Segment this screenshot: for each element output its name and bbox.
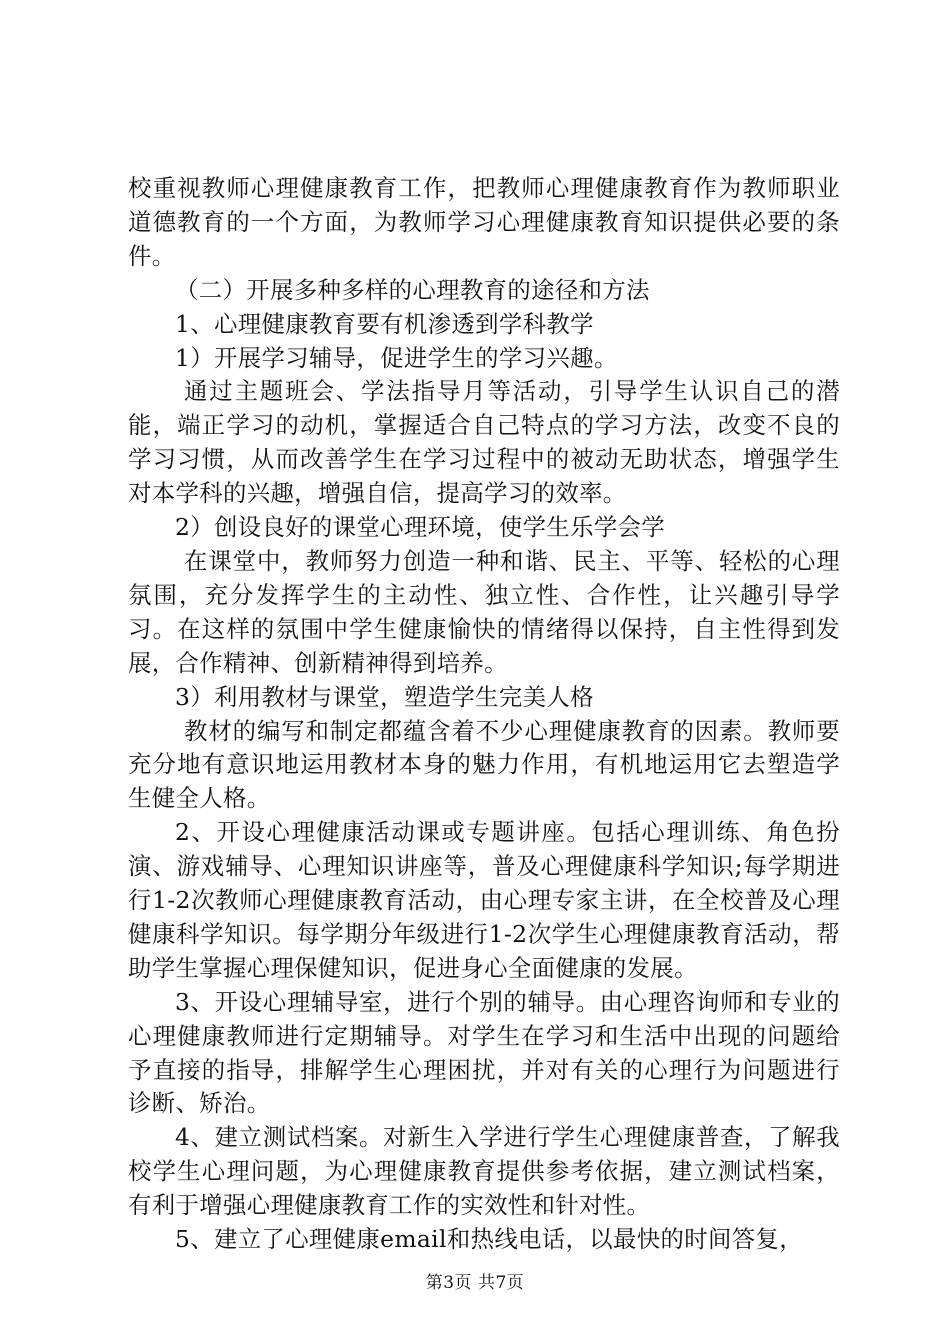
paragraph-counseling-room: 3、开设心理辅导室，进行个别的辅导。由心理咨询师和专业的心理健康教师进行定期辅导。对学生在学习和生活中出现的问题给予直接的指导，排解学生心理困扰，并对有关的心理行为问题进行诊断、矫治。: [128, 987, 840, 1118]
paragraph-continuation: 校重视教师心理健康教育工作，把教师心理健康教育作为教师职业道德教育的一个方面，为教师学习心理健康教育知识提供必要的条件。: [128, 174, 840, 270]
subheading-1-3: 3）利用教材与课堂，塑造学生完美人格: [175, 682, 594, 711]
paragraph-test-archive: 4、建立测试档案。对新生入学进行学生心理健康普查，了解我校学生心理问题，为心理健康教育提供参考依据，建立测试档案，有利于增强心理健康教育工作的实效性和针对性。: [128, 1123, 840, 1220]
section-heading-2: （二）开展多种多样的心理教育的途径和方法: [175, 275, 650, 304]
subheading-1-1: 1）开展学习辅导，促进学生的学习兴趣。: [175, 343, 618, 372]
paragraph-email-hotline: 5、建立了心理健康email和热线电话，以最快的时间答复，: [175, 1225, 803, 1254]
paragraph-classroom-environment: 在课堂中，教师努力创造一种和谐、民主、平等、轻松的心理氛围，充分发挥学生的主动性、独立性、合作性，让兴趣引导学习。在这样的氛围中学生健康愉快的情绪得以保持，自主性得到发展，合作精神、创新精神得到培养。: [128, 546, 840, 677]
page-footer: 第3页 共7页: [425, 1273, 525, 1293]
paragraph-activity-courses: 2、开设心理健康活动课或专题讲座。包括心理训练、角色扮演、游戏辅导、心理知识讲座等，普及心理健康科学知识;每学期进行1-2次教师心理健康教育活动，由心理专家主讲，在全校普及心理健康科学知识。每学期分年级进行1-2次学生心理健康教育活动，帮助学生掌握心理保健知识，促进身心全面健康的发展。: [128, 818, 840, 982]
subheading-1-2: 2）创设良好的课堂心理环境，使学生乐学会学: [175, 513, 666, 542]
document-body: [128, 172, 840, 1257]
paragraph-textbook-personality: 教材的编写和制定都蕴含着不少心理健康教育的因素。教师要充分地有意识地运用教材本身的魅力作用，有机地运用它去塑造学生健全人格。: [128, 716, 840, 813]
paragraph-study-guidance: 通过主题班会、学法指导月等活动，引导学生认识自己的潜能，端正学习的动机，掌握适合自己特点的学习方法，改变不良的学习习惯，从而改善学生在学习过程中的被动无助状态，增强学生对本学科的兴趣，增强自信，提高学习的效率。: [128, 377, 840, 508]
subheading-1: 1、心理健康教育要有机渗透到学科教学: [175, 309, 594, 338]
